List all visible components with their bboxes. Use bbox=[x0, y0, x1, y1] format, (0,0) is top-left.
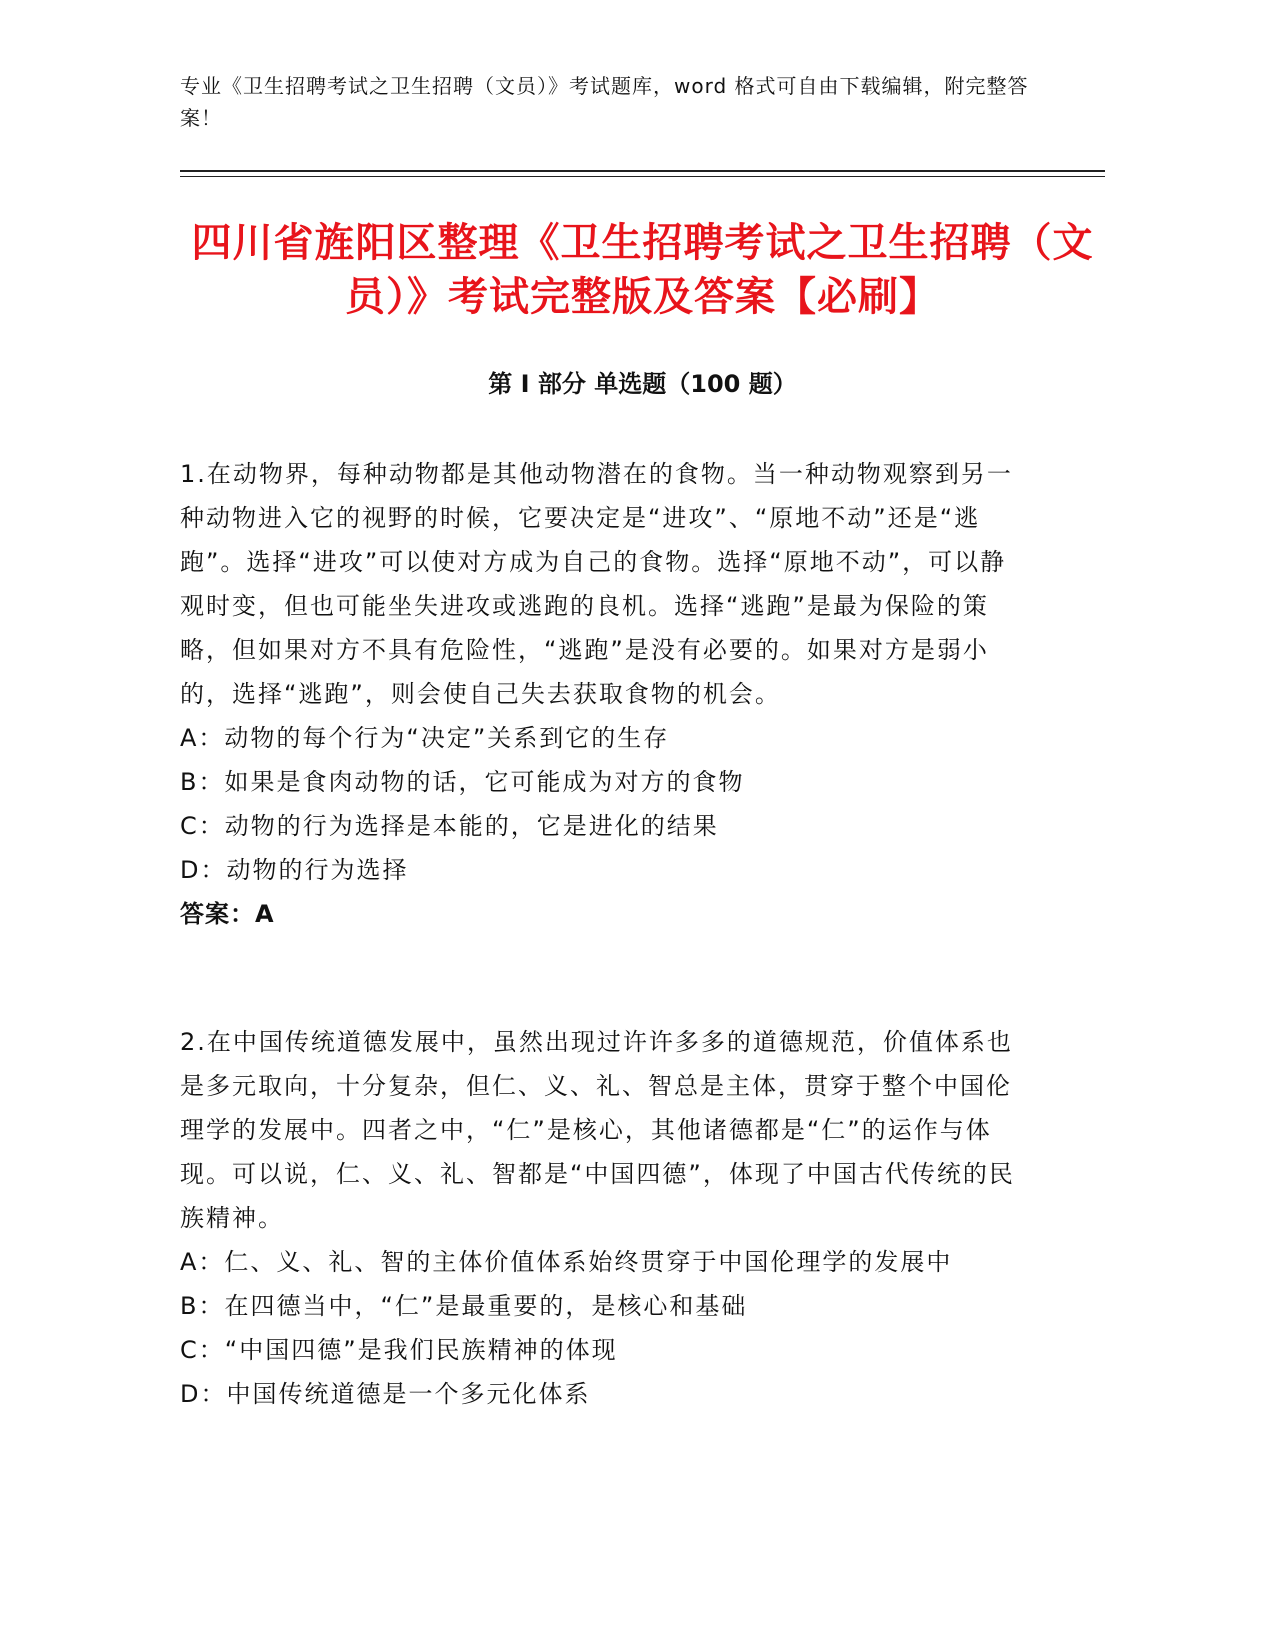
section-title: 第 I 部分 单选题（100 题） bbox=[488, 370, 797, 398]
option-d: D：动物的行为选择 bbox=[180, 856, 409, 884]
option-c: C：“中国四德”是我们民族精神的体现 bbox=[180, 1336, 618, 1364]
document-title: 四川省旌阳区整理《卫生招聘考试之卫生招聘（文员）》考试完整版及答案【必刷】 bbox=[191, 220, 1094, 320]
option-b: B：在四德当中，“仁”是最重要的，是核心和基础 bbox=[180, 1292, 748, 1320]
question-2 bbox=[180, 1020, 1020, 1416]
question-1 bbox=[180, 452, 1020, 936]
header-divider-thick bbox=[180, 170, 1105, 172]
question-stem: 2.在中国传统道德发展中，虽然出现过许许多多的道德规范，价值体系也是多元取向，十分复杂，但仁、义、礼、智总是主体，贯穿于整个中国伦理学的发展中。四者之中，“仁”是核心，其他诸德都是“仁”的运作与体现。可以说，仁、义、礼、智都是“中国四德”，体现了中国古代传统的民族精神。 bbox=[180, 1028, 1015, 1232]
question-stem: 1.在动物界，每种动物都是其他动物潜在的食物。当一种动物观察到另一种动物进入它的视野的时候，它要决定是“进攻”、“原地不动”还是“逃跑”。选择“进攻”可以使对方成为自己的食物。选择“原地不动”，可以静观时变，但也可能坐失进攻或逃跑的良机。选择“逃跑”是最为保险的策略，但如果对方不具有危险性，“逃跑”是没有必要的。如果对方是弱小的，选择“逃跑”，则会使自己失去获取食物的机会。 bbox=[180, 460, 1013, 708]
option-c: C：动物的行为选择是本能的，它是进化的结果 bbox=[180, 812, 719, 840]
option-a: A：仁、义、礼、智的主体价值体系始终贯穿于中国伦理学的发展中 bbox=[180, 1248, 953, 1276]
option-a: A：动物的每个行为“决定”关系到它的生存 bbox=[180, 724, 670, 752]
answer: 答案：A bbox=[180, 900, 275, 928]
option-b: B：如果是食肉动物的话，它可能成为对方的食物 bbox=[180, 768, 745, 796]
header-divider-thin bbox=[180, 176, 1105, 177]
option-d: D：中国传统道德是一个多元化体系 bbox=[180, 1380, 591, 1408]
header-note: 专业《卫生招聘考试之卫生招聘（文员）》考试题库，word 格式可自由下载编辑，附完整答案！ bbox=[180, 74, 1029, 130]
